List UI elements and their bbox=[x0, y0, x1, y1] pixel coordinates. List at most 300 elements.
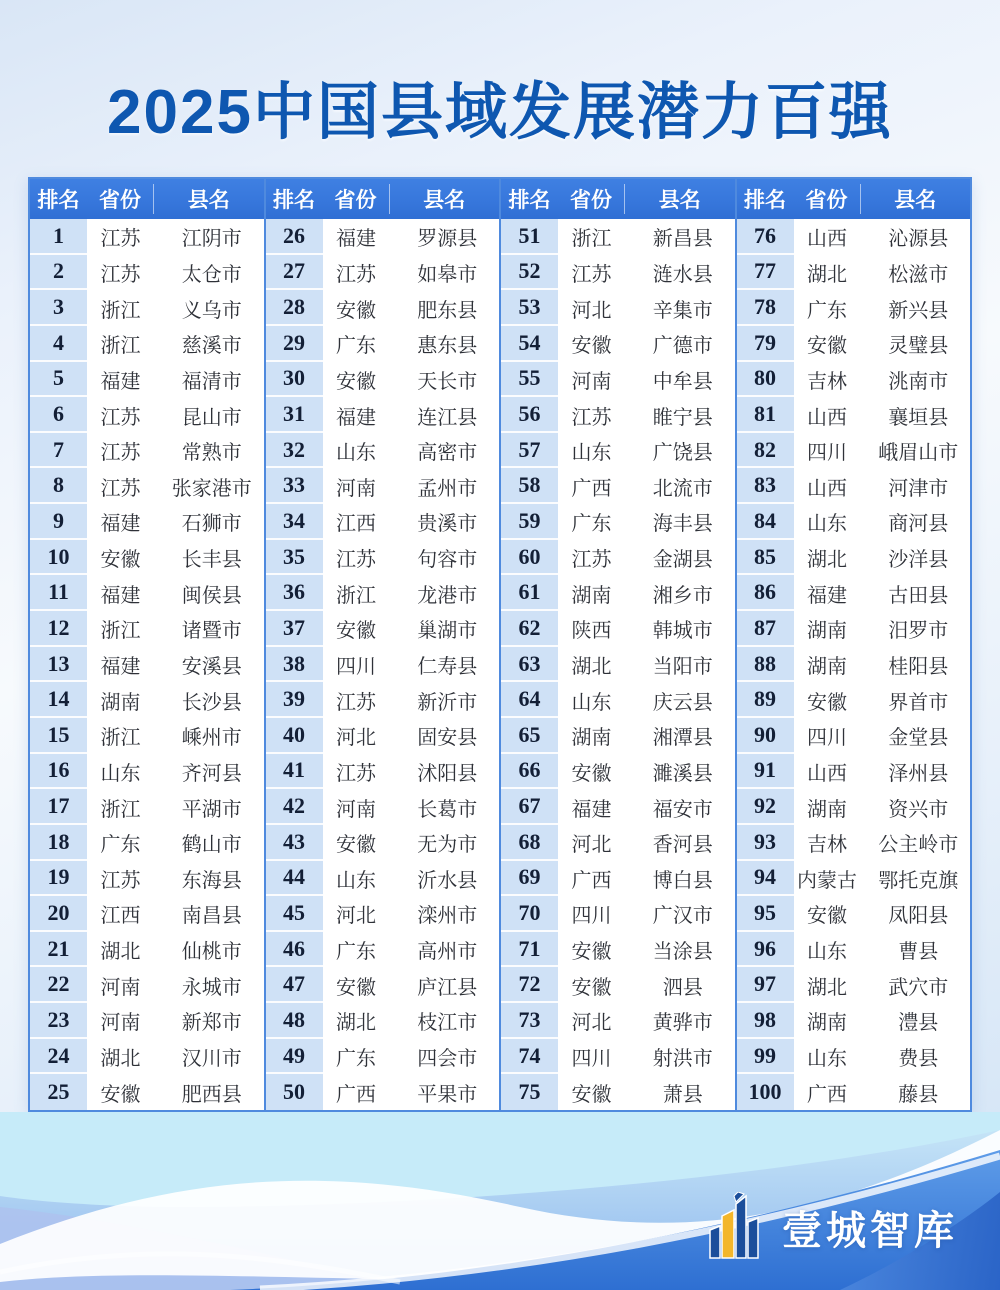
county-cell: 孟州市 bbox=[417, 477, 478, 500]
rank-cell: 48 bbox=[266, 1003, 323, 1039]
table-row bbox=[266, 255, 500, 291]
county-cell: 长丰县 bbox=[181, 549, 242, 572]
rank-cell: 49 bbox=[266, 1039, 323, 1075]
table-row bbox=[737, 397, 971, 433]
province-cell: 福建 bbox=[100, 584, 141, 607]
table-row bbox=[501, 575, 735, 611]
rank-cell: 14 bbox=[30, 682, 87, 718]
province-cell: 河北 bbox=[571, 834, 612, 857]
province-cell: 四川 bbox=[571, 905, 612, 928]
province-cell: 安徽 bbox=[336, 299, 376, 322]
rank-cell: 13 bbox=[30, 647, 87, 683]
rank-cell: 63 bbox=[501, 647, 558, 683]
rank-cell: 17 bbox=[30, 789, 87, 825]
rank-cell: 24 bbox=[30, 1039, 87, 1075]
rank-cell: 83 bbox=[737, 468, 794, 504]
province-cell: 安徽 bbox=[571, 762, 612, 785]
table-row bbox=[501, 433, 735, 469]
county-cell: 睢宁县 bbox=[652, 406, 713, 429]
county-cell: 安溪县 bbox=[181, 656, 242, 678]
province-cell: 四川 bbox=[807, 727, 847, 750]
rank-cell: 3 bbox=[30, 290, 87, 326]
table-row bbox=[737, 362, 971, 398]
table-row bbox=[30, 754, 264, 790]
county-cell: 太仓市 bbox=[181, 263, 242, 286]
county-cell: 公主岭市 bbox=[878, 834, 959, 857]
province-cell: 安徽 bbox=[336, 370, 376, 393]
province-cell: 山东 bbox=[571, 442, 612, 465]
province-cell: 广东 bbox=[336, 335, 376, 358]
table-row bbox=[30, 326, 264, 362]
rank-cell: 42 bbox=[266, 789, 323, 825]
table-row bbox=[501, 861, 735, 897]
table-row bbox=[30, 575, 264, 611]
table-row bbox=[266, 718, 500, 754]
rank-cell: 96 bbox=[737, 932, 794, 968]
table-row bbox=[266, 1003, 500, 1039]
table-row bbox=[501, 540, 735, 576]
province-cell: 吉林 bbox=[807, 834, 847, 857]
province-cell: 山西 bbox=[807, 762, 847, 785]
rank-cell: 21 bbox=[30, 932, 87, 968]
table-row bbox=[266, 754, 500, 790]
rank-cell: 67 bbox=[501, 789, 558, 825]
county-cell: 松滋市 bbox=[888, 263, 949, 286]
table-row bbox=[501, 825, 735, 861]
rank-cell: 38 bbox=[266, 647, 323, 683]
rank-cell: 56 bbox=[501, 397, 558, 433]
county-cell: 汉川市 bbox=[181, 1048, 242, 1071]
county-cell: 博白县 bbox=[652, 869, 713, 892]
rank-cell: 46 bbox=[266, 932, 323, 968]
rank-cell: 71 bbox=[501, 932, 558, 968]
table-row bbox=[501, 718, 735, 754]
page-title: 2025中国县域发展潜力百强 bbox=[107, 78, 893, 147]
county-cell: 固安县 bbox=[417, 727, 478, 750]
table-group-1 bbox=[30, 179, 264, 1110]
county-cell: 新昌县 bbox=[652, 228, 713, 251]
rank-cell: 69 bbox=[501, 861, 558, 897]
province-cell: 广西 bbox=[807, 1083, 847, 1106]
brand-name: 壹城智库 bbox=[782, 1208, 958, 1253]
rank-cell: 64 bbox=[501, 682, 558, 718]
rank-cell: 28 bbox=[266, 290, 323, 326]
table-row bbox=[266, 896, 500, 932]
brand-logo bbox=[704, 1192, 958, 1262]
table-header bbox=[501, 179, 735, 219]
table-row bbox=[501, 932, 735, 968]
rank-cell: 82 bbox=[737, 433, 794, 469]
rank-cell: 15 bbox=[30, 718, 87, 754]
county-cell: 泗县 bbox=[662, 976, 703, 999]
province-cell: 湖北 bbox=[336, 1012, 376, 1035]
table-row bbox=[737, 290, 971, 326]
province-cell: 安徽 bbox=[100, 549, 141, 572]
header-county: 县名 bbox=[187, 189, 230, 212]
county-cell: 慈溪市 bbox=[181, 335, 242, 358]
rank-cell: 1 bbox=[30, 219, 87, 255]
table-row bbox=[501, 896, 735, 932]
county-cell: 凤阳县 bbox=[888, 905, 949, 928]
table-row bbox=[30, 468, 264, 504]
province-cell: 安徽 bbox=[807, 335, 847, 358]
rank-cell: 53 bbox=[501, 290, 558, 326]
county-cell: 江阴市 bbox=[181, 228, 242, 251]
table-row bbox=[501, 754, 735, 790]
table-row bbox=[266, 825, 500, 861]
table-row bbox=[30, 504, 264, 540]
rank-cell: 79 bbox=[737, 326, 794, 362]
county-cell: 鄂托克旗 bbox=[878, 869, 959, 892]
province-cell: 安徽 bbox=[807, 905, 847, 928]
province-cell: 吉林 bbox=[807, 370, 847, 393]
table-row bbox=[30, 896, 264, 932]
table-row bbox=[266, 397, 500, 433]
rank-cell: 89 bbox=[737, 682, 794, 718]
table-rows bbox=[737, 219, 971, 1110]
rank-cell: 65 bbox=[501, 718, 558, 754]
rank-cell: 35 bbox=[266, 540, 323, 576]
province-cell: 河南 bbox=[100, 976, 141, 999]
county-cell: 桂阳县 bbox=[888, 656, 949, 678]
rank-cell: 92 bbox=[737, 789, 794, 825]
rank-cell: 62 bbox=[501, 611, 558, 647]
province-cell: 河北 bbox=[571, 299, 612, 322]
header-province: 省份 bbox=[87, 184, 154, 214]
county-cell: 嵊州市 bbox=[181, 727, 242, 750]
county-cell: 昆山市 bbox=[181, 406, 242, 429]
county-cell: 新沂市 bbox=[417, 691, 478, 714]
table-rows bbox=[30, 219, 264, 1110]
rank-cell: 66 bbox=[501, 754, 558, 790]
table-row bbox=[737, 718, 971, 754]
rank-cell: 2 bbox=[30, 255, 87, 291]
province-cell: 福建 bbox=[100, 513, 141, 536]
county-cell: 巢湖市 bbox=[417, 620, 478, 643]
table-row bbox=[737, 433, 971, 469]
table-row bbox=[30, 433, 264, 469]
table-row bbox=[30, 362, 264, 398]
province-cell: 河南 bbox=[336, 477, 376, 500]
county-cell: 涟水县 bbox=[652, 263, 713, 286]
rank-cell: 80 bbox=[737, 362, 794, 398]
province-cell: 河北 bbox=[336, 905, 376, 928]
province-cell: 浙江 bbox=[100, 335, 141, 358]
rank-cell: 5 bbox=[30, 362, 87, 398]
table-row bbox=[266, 861, 500, 897]
county-cell: 福清市 bbox=[181, 370, 242, 393]
rank-cell: 76 bbox=[737, 219, 794, 255]
province-cell: 山东 bbox=[807, 513, 847, 536]
header-county: 县名 bbox=[423, 189, 466, 212]
province-cell: 湖北 bbox=[807, 263, 847, 286]
table-row bbox=[501, 326, 735, 362]
table-row bbox=[737, 575, 971, 611]
county-cell: 齐河县 bbox=[181, 762, 242, 785]
rank-cell: 55 bbox=[501, 362, 558, 398]
header-province: 省份 bbox=[794, 184, 861, 214]
province-cell: 河南 bbox=[100, 1012, 141, 1035]
table-row bbox=[737, 504, 971, 540]
rank-cell: 12 bbox=[30, 611, 87, 647]
rank-cell: 37 bbox=[266, 611, 323, 647]
county-cell: 沙洋县 bbox=[888, 549, 949, 572]
province-cell: 江苏 bbox=[571, 549, 612, 572]
rank-cell: 26 bbox=[266, 219, 323, 255]
rank-cell: 95 bbox=[737, 896, 794, 932]
table-row bbox=[737, 326, 971, 362]
table-row bbox=[501, 1039, 735, 1075]
province-cell: 福建 bbox=[336, 406, 376, 429]
rank-cell: 4 bbox=[30, 326, 87, 362]
county-cell: 张家港市 bbox=[171, 477, 252, 500]
province-cell: 四川 bbox=[571, 1048, 612, 1071]
province-cell: 广东 bbox=[336, 1048, 376, 1071]
county-cell: 界首市 bbox=[888, 691, 949, 714]
table-row bbox=[501, 504, 735, 540]
county-cell: 古田县 bbox=[888, 584, 949, 607]
header-rank: 排名 bbox=[744, 189, 786, 212]
province-cell: 安徽 bbox=[100, 1083, 141, 1106]
province-cell: 河南 bbox=[571, 370, 612, 393]
province-cell: 山东 bbox=[336, 442, 376, 465]
province-cell: 湖南 bbox=[571, 727, 612, 750]
rank-cell: 52 bbox=[501, 255, 558, 291]
rank-cell: 23 bbox=[30, 1003, 87, 1039]
county-cell: 新兴县 bbox=[888, 299, 949, 322]
table-row bbox=[501, 1074, 735, 1110]
county-cell: 天长市 bbox=[417, 370, 478, 393]
county-cell: 射洪市 bbox=[652, 1048, 713, 1071]
table-row bbox=[737, 932, 971, 968]
table-row bbox=[501, 290, 735, 326]
table-row bbox=[501, 682, 735, 718]
table-group-3 bbox=[499, 179, 735, 1110]
county-cell: 四会市 bbox=[417, 1048, 478, 1071]
rank-cell: 51 bbox=[501, 219, 558, 255]
header-county: 县名 bbox=[658, 189, 701, 212]
table-row bbox=[30, 255, 264, 291]
county-cell: 海丰县 bbox=[652, 513, 713, 536]
rank-cell: 74 bbox=[501, 1039, 558, 1075]
province-cell: 湖北 bbox=[571, 656, 612, 678]
province-cell: 浙江 bbox=[100, 727, 141, 750]
county-cell: 鹤山市 bbox=[181, 834, 242, 857]
province-cell: 江苏 bbox=[100, 263, 141, 286]
table-row bbox=[266, 932, 500, 968]
table-row bbox=[266, 504, 500, 540]
table-row bbox=[501, 397, 735, 433]
county-cell: 连江县 bbox=[417, 406, 478, 429]
table-row bbox=[266, 611, 500, 647]
rank-cell: 36 bbox=[266, 575, 323, 611]
province-cell: 山西 bbox=[807, 228, 847, 251]
table-row bbox=[30, 861, 264, 897]
province-cell: 湖南 bbox=[100, 691, 141, 714]
rank-cell: 33 bbox=[266, 468, 323, 504]
province-cell: 江苏 bbox=[100, 228, 141, 251]
rank-cell: 7 bbox=[30, 433, 87, 469]
county-cell: 石狮市 bbox=[181, 513, 242, 536]
rank-cell: 31 bbox=[266, 397, 323, 433]
table-row bbox=[501, 647, 735, 683]
county-cell: 中牟县 bbox=[652, 370, 713, 393]
county-cell: 惠东县 bbox=[417, 335, 478, 358]
province-cell: 广东 bbox=[807, 299, 847, 322]
table-row bbox=[737, 647, 971, 683]
rank-cell: 32 bbox=[266, 433, 323, 469]
province-cell: 安徽 bbox=[571, 1083, 612, 1106]
rank-cell: 78 bbox=[737, 290, 794, 326]
rank-cell: 97 bbox=[737, 967, 794, 1003]
rank-cell: 54 bbox=[501, 326, 558, 362]
rank-cell: 88 bbox=[737, 647, 794, 683]
table-row bbox=[30, 825, 264, 861]
county-cell: 枝江市 bbox=[417, 1012, 478, 1035]
province-cell: 湖南 bbox=[807, 656, 847, 678]
county-cell: 韩城市 bbox=[652, 620, 713, 643]
table-row bbox=[737, 896, 971, 932]
rank-cell: 27 bbox=[266, 255, 323, 291]
province-cell: 福建 bbox=[100, 370, 141, 393]
rank-cell: 81 bbox=[737, 397, 794, 433]
rank-cell: 19 bbox=[30, 861, 87, 897]
rank-cell: 34 bbox=[266, 504, 323, 540]
county-cell: 仁寿县 bbox=[417, 656, 478, 678]
table-group-4 bbox=[735, 179, 971, 1110]
county-cell: 庆云县 bbox=[652, 691, 713, 714]
county-cell: 香河县 bbox=[652, 834, 713, 857]
province-cell: 山西 bbox=[807, 477, 847, 500]
table-row bbox=[30, 1039, 264, 1075]
table-row bbox=[30, 1003, 264, 1039]
county-cell: 沭阳县 bbox=[417, 762, 478, 785]
province-cell: 山东 bbox=[807, 941, 847, 964]
table-row bbox=[737, 682, 971, 718]
county-cell: 句容市 bbox=[417, 549, 478, 572]
rank-cell: 75 bbox=[501, 1074, 558, 1110]
table-row bbox=[737, 861, 971, 897]
county-cell: 肥西县 bbox=[181, 1083, 242, 1106]
county-cell: 北流市 bbox=[652, 477, 713, 500]
table-row bbox=[266, 647, 500, 683]
rank-cell: 72 bbox=[501, 967, 558, 1003]
county-cell: 新郑市 bbox=[181, 1012, 242, 1035]
county-cell: 闽侯县 bbox=[181, 584, 242, 607]
header-rank: 排名 bbox=[508, 189, 551, 212]
table-rows bbox=[501, 219, 735, 1110]
county-cell: 峨眉山市 bbox=[878, 442, 959, 465]
rank-cell: 87 bbox=[737, 611, 794, 647]
table-row bbox=[266, 575, 500, 611]
rank-cell: 16 bbox=[30, 754, 87, 790]
rank-cell: 99 bbox=[737, 1039, 794, 1075]
province-cell: 浙江 bbox=[100, 620, 141, 643]
table-row bbox=[737, 967, 971, 1003]
table-row bbox=[266, 540, 500, 576]
province-cell: 安徽 bbox=[336, 976, 376, 999]
rank-cell: 85 bbox=[737, 540, 794, 576]
county-cell: 长葛市 bbox=[417, 798, 478, 821]
province-cell: 山东 bbox=[336, 869, 376, 892]
table-row bbox=[266, 967, 500, 1003]
county-cell: 费县 bbox=[898, 1048, 939, 1071]
province-cell: 安徽 bbox=[571, 976, 612, 999]
county-cell: 黄骅市 bbox=[652, 1012, 713, 1035]
rank-cell: 86 bbox=[737, 575, 794, 611]
province-cell: 浙江 bbox=[100, 299, 141, 322]
rank-cell: 44 bbox=[266, 861, 323, 897]
county-cell: 襄垣县 bbox=[888, 406, 949, 429]
table-row bbox=[737, 825, 971, 861]
county-cell: 贵溪市 bbox=[417, 513, 478, 536]
province-cell: 四川 bbox=[807, 442, 847, 465]
table-row bbox=[30, 932, 264, 968]
rank-cell: 70 bbox=[501, 896, 558, 932]
province-cell: 安徽 bbox=[571, 335, 612, 358]
table-row bbox=[30, 611, 264, 647]
rank-cell: 93 bbox=[737, 825, 794, 861]
table-row bbox=[501, 362, 735, 398]
county-cell: 河津市 bbox=[888, 477, 949, 500]
rank-cell: 60 bbox=[501, 540, 558, 576]
county-cell: 肥东县 bbox=[417, 299, 478, 322]
province-cell: 安徽 bbox=[571, 941, 612, 964]
rank-cell: 50 bbox=[266, 1074, 323, 1110]
header-rank: 排名 bbox=[37, 189, 80, 212]
county-cell: 洮南市 bbox=[888, 370, 949, 393]
rank-cell: 58 bbox=[501, 468, 558, 504]
buildings-icon bbox=[704, 1192, 766, 1262]
header-province: 省份 bbox=[323, 184, 390, 214]
rank-cell: 91 bbox=[737, 754, 794, 790]
table-row bbox=[30, 682, 264, 718]
rank-cell: 41 bbox=[266, 754, 323, 790]
rank-cell: 68 bbox=[501, 825, 558, 861]
table-row bbox=[266, 433, 500, 469]
table-row bbox=[266, 362, 500, 398]
rank-cell: 25 bbox=[30, 1074, 87, 1110]
province-cell: 广西 bbox=[571, 477, 612, 500]
province-cell: 四川 bbox=[336, 656, 376, 678]
county-cell: 泽州县 bbox=[888, 762, 949, 785]
county-cell: 辛集市 bbox=[652, 299, 713, 322]
county-cell: 广汉市 bbox=[652, 905, 713, 928]
province-cell: 山东 bbox=[100, 762, 141, 785]
province-cell: 湖北 bbox=[100, 941, 141, 964]
rank-cell: 22 bbox=[30, 967, 87, 1003]
county-cell: 萧县 bbox=[662, 1083, 703, 1106]
table-row bbox=[737, 611, 971, 647]
county-cell: 平湖市 bbox=[181, 798, 242, 821]
county-cell: 高州市 bbox=[417, 941, 478, 964]
province-cell: 湖南 bbox=[571, 584, 612, 607]
table-row bbox=[737, 1074, 971, 1110]
table-rows bbox=[266, 219, 500, 1110]
province-cell: 浙江 bbox=[571, 228, 612, 251]
table-row bbox=[266, 326, 500, 362]
province-cell: 广东 bbox=[336, 941, 376, 964]
table-row bbox=[30, 967, 264, 1003]
table-row bbox=[30, 718, 264, 754]
county-cell: 沁源县 bbox=[888, 228, 949, 251]
table-row bbox=[30, 540, 264, 576]
province-cell: 安徽 bbox=[336, 620, 376, 643]
province-cell: 湖北 bbox=[100, 1048, 141, 1071]
table-row bbox=[30, 397, 264, 433]
table-row bbox=[737, 468, 971, 504]
county-cell: 义乌市 bbox=[181, 299, 242, 322]
